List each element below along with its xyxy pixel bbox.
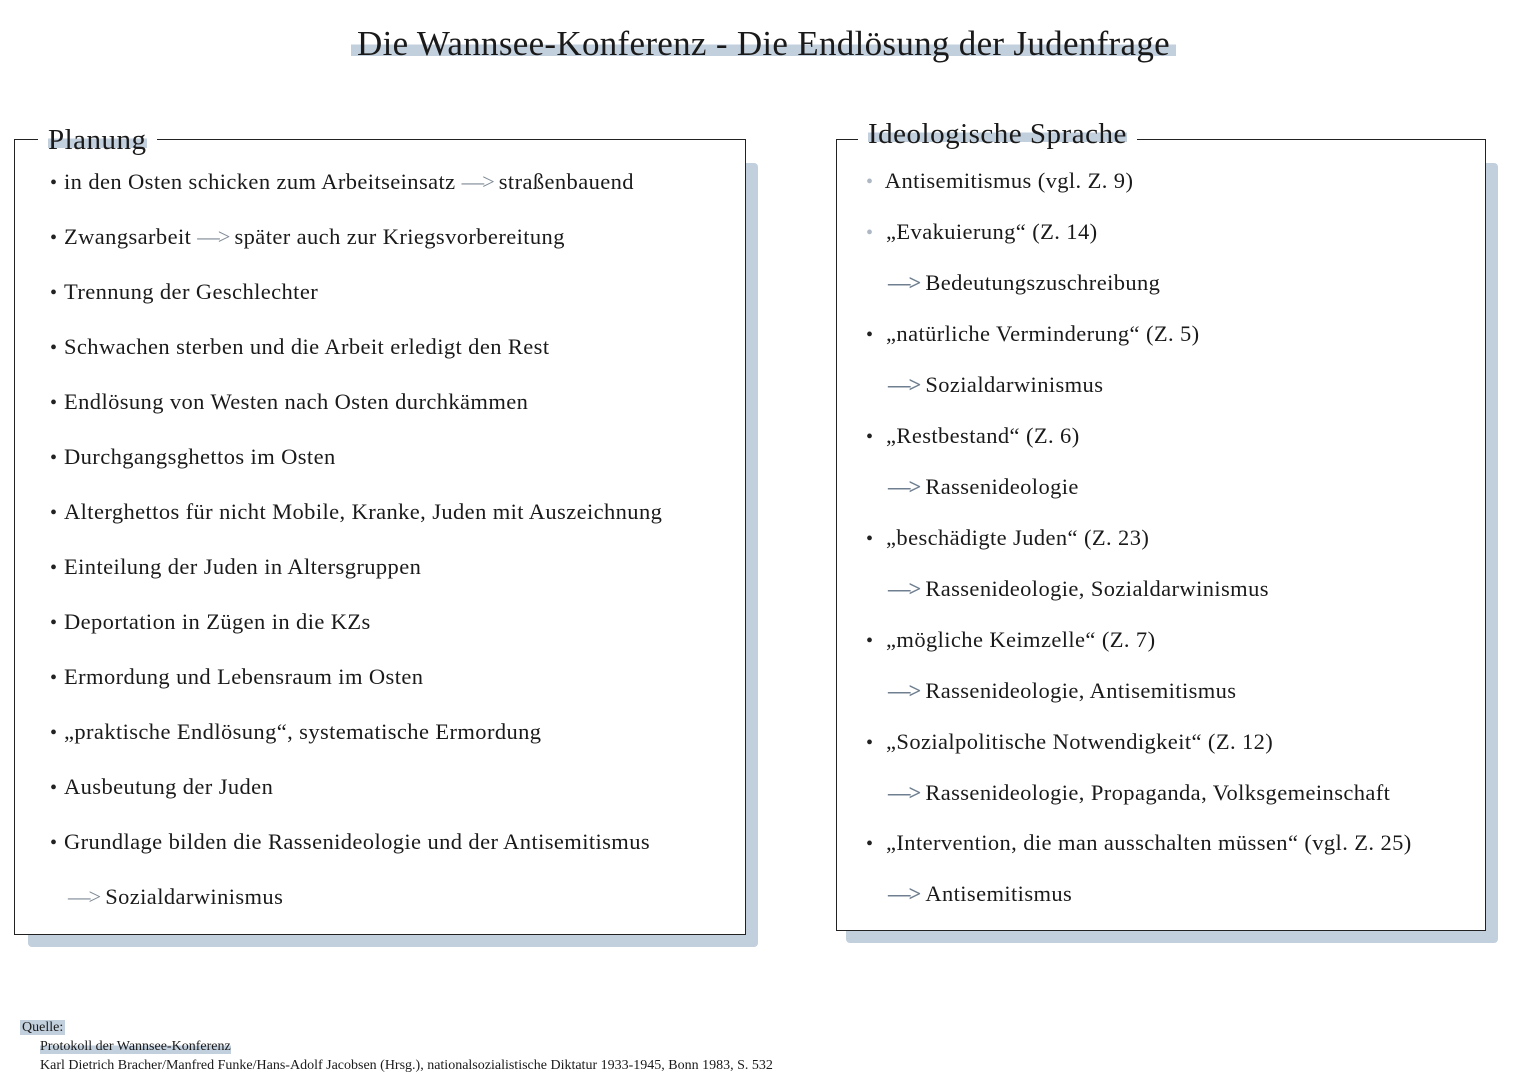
list-item: • „beschädigte Juden“ (Z. 23)	[866, 525, 1150, 550]
list-item: • Einteilung der Juden in Altersgruppen	[50, 554, 422, 579]
list-item: • „Sozialpolitische Notwendigkeit“ (Z. 12)	[866, 729, 1274, 754]
list-item: • Antisemitismus (vgl. Z. 9)	[866, 168, 1134, 193]
source-reference: Karl Dietrich Bracher/Manfred Funke/Hans-Adolf Jacobsen (Hrsg.), nationalsozialistische Diktatur 1933-1945, Bonn 1983, S. 532	[40, 1058, 773, 1073]
list-item: • „Intervention, die man ausschalten müssen“ (vgl. Z. 25)	[866, 830, 1412, 855]
list-item-meaning: —> Rassenideologie, Propaganda, Volksgemeinschaft	[888, 780, 1391, 805]
list-item: • in den Osten schicken zum Arbeitseinsatz —> straßenbauend	[50, 169, 634, 194]
list-item: • Endlösung von Westen nach Osten durchkämmen	[50, 389, 529, 414]
list-item: • Durchgangsghettos im Osten	[50, 444, 336, 469]
list-item: • Zwangsarbeit —> später auch zur Kriegsvorbereitung	[50, 224, 565, 249]
list-item-meaning: —> Bedeutungszuschreibung	[888, 270, 1161, 295]
list-item-meaning: —> Rassenideologie	[888, 474, 1079, 499]
list-item: • „Restbestand“ (Z. 6)	[866, 423, 1080, 448]
list-item: • Grundlage bilden die Rassenideologie und der Antisemitismus	[50, 829, 651, 854]
source-label: Quelle:	[22, 1020, 64, 1035]
list-item: • Schwachen sterben und die Arbeit erledigt den Rest	[50, 334, 550, 359]
source-citation	[20, 1018, 773, 1075]
planung-box	[14, 139, 746, 935]
sprache-heading: Ideologische Sprache	[858, 118, 1137, 151]
list-item-meaning: —> Rassenideologie, Antisemitismus	[888, 678, 1237, 703]
list-item: • Ausbeutung der Juden	[50, 774, 274, 799]
list-item: • „natürliche Verminderung“ (Z. 5)	[866, 321, 1200, 346]
list-item: • Deportation in Zügen in die KZs	[50, 609, 371, 634]
list-item: • „praktische Endlösung“, systematische Ermordung	[50, 719, 542, 744]
list-item-meaning: —> Rassenideologie, Sozialdarwinismus	[888, 576, 1269, 601]
list-item-conclusion: —> Sozialdarwinismus	[68, 884, 284, 909]
list-item-meaning: —> Sozialdarwinismus	[888, 372, 1104, 397]
page-title: Die Wannsee-Konferenz - Die Endlösung der Judenfrage	[0, 24, 1527, 64]
list-item: • „mögliche Keimzelle“ (Z. 7)	[866, 627, 1156, 652]
list-item-meaning: —> Antisemitismus	[888, 881, 1073, 906]
planung-heading: Planung	[38, 124, 157, 157]
list-item: • Ermordung und Lebensraum im Osten	[50, 664, 424, 689]
source-title: Protokoll der Wannsee-Konferenz	[40, 1039, 231, 1054]
list-item: • Trennung der Geschlechter	[50, 279, 319, 304]
list-item: • „Evakuierung“ (Z. 14)	[866, 219, 1098, 244]
list-item: • Alterghettos für nicht Mobile, Kranke, Juden mit Auszeichnung	[50, 499, 663, 524]
